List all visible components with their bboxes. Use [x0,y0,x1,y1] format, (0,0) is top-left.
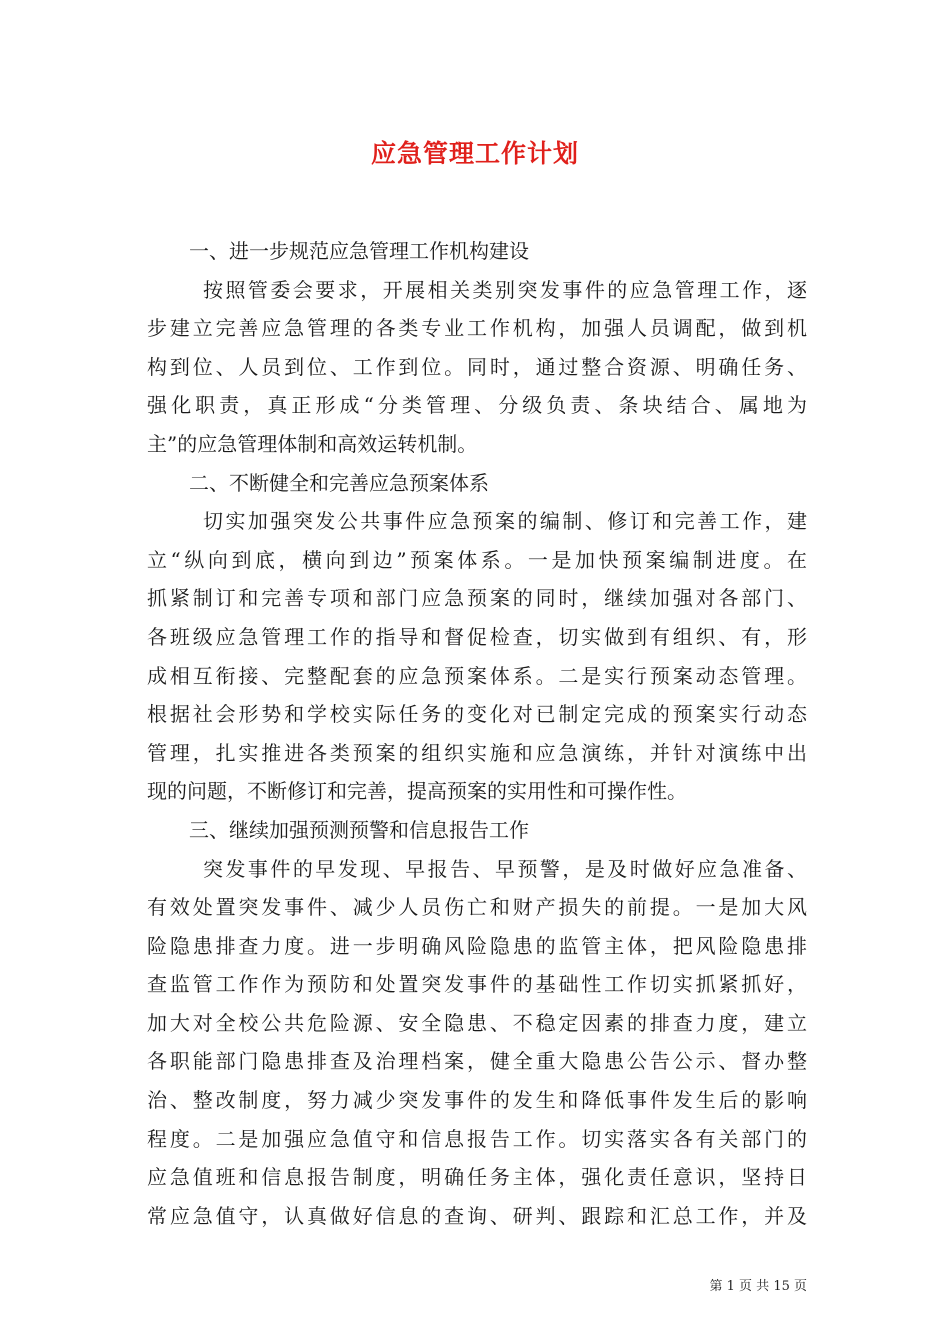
line-text: 治、整改制度，努力减少突发事件的发生和降低事件发生后的影响 [147,1088,807,1113]
paragraph-line [147,309,807,348]
paragraph-line [147,348,807,387]
paragraph-line [147,618,807,657]
line-text: 查监管工作作为预防和处置突发事件的基础性工作切实抓紧抓好， [147,972,807,997]
paragraph-line [147,927,807,966]
paragraph-line [147,579,807,618]
paragraph-line [147,965,807,1004]
line-text: 常应急值守，认真做好信息的查询、研判、跟踪和汇总工作，并及 [147,1203,807,1228]
line-text: 根据社会形势和学校实际任务的变化对已制定完成的预案实行动态 [147,702,807,727]
line-text: 应急值班和信息报告制度，明确任务主体，强化责任意识，坚持日 [147,1165,807,1190]
document-title: 应急管理工作计划 [370,139,579,168]
paragraph-line [147,657,807,696]
line-text: 主”的应急管理体制和高效运转机制。 [147,431,478,456]
line-text: 险隐患排查力度。进一步明确风险隐患的监管主体，把风险隐患排 [147,933,807,958]
line-text: 各班级应急管理工作的指导和督促检查，切实做到有组织、有，形 [147,624,807,649]
paragraph-line [147,695,807,734]
line-text: 强化职责，真正形成“分类管理、分级负责、条块结合、属地为 [147,393,807,418]
paragraph-line [147,734,807,773]
paragraph-line [147,502,807,541]
paragraph-line [147,541,807,580]
line-text: 立“纵向到底，横向到边”预案体系。一是加快预案编制进度。在 [147,547,807,572]
page-number: 第 1 页 共 15 页 [709,1279,807,1294]
line-text: 成相互衔接、完整配套的应急预案体系。二是实行预案动态管理。 [147,663,807,688]
section-heading [147,232,807,271]
paragraph-line [147,1042,807,1081]
paragraph-line [147,1004,807,1043]
document-body [147,232,807,1235]
line-text: 一、进一步规范应急管理工作机构建设 [189,239,529,263]
line-text: 突发事件的早发现、早报告、早预警，是及时做好应急准备、 [203,856,807,881]
paragraph-line [147,1197,807,1236]
paragraph-line [147,850,807,889]
line-text: 三、继续加强预测预警和信息报告工作 [189,817,529,842]
paragraph-line [147,1081,807,1120]
line-text: 切实加强突发公共事件应急预案的编制、修订和完善工作，建 [203,509,807,534]
paragraph-line [147,1120,807,1159]
line-text: 二、不断健全和完善应急预案体系 [189,470,489,495]
line-text: 程度。二是加强应急值守和信息报告工作。切实落实各有关部门的 [147,1126,807,1151]
line-text: 抓紧制订和完善专项和部门应急预案的同时，继续加强对各部门、 [147,586,807,611]
paragraph-line [147,772,807,811]
paragraph-line [147,888,807,927]
paragraph-line [147,386,807,425]
line-text: 步建立完善应急管理的各类专业工作机构，加强人员调配，做到机 [147,316,807,341]
line-text: 按照管委会要求，开展相关类别突发事件的应急管理工作，逐 [203,277,807,302]
paragraph-line [147,1158,807,1197]
paragraph-line [147,425,807,464]
line-text: 有效处置突发事件、减少人员伤亡和财产损失的前提。一是加大风 [147,895,807,920]
line-text: 现的问题，不断修订和完善，提高预案的实用性和可操作性。 [147,779,687,804]
line-text: 管理，扎实推进各类预案的组织实施和应急演练，并针对演练中出 [147,740,807,765]
paragraph-line [147,271,807,310]
line-text: 各职能部门隐患排查及治理档案，健全重大隐患公告公示、督办整 [147,1049,807,1074]
section-heading [147,811,807,850]
section-heading [147,464,807,503]
line-text: 构到位、人员到位、工作到位。同时，通过整合资源、明确任务、 [147,354,807,379]
line-text: 加大对全校公共危险源、安全隐患、不稳定因素的排查力度，建立 [147,1010,807,1035]
